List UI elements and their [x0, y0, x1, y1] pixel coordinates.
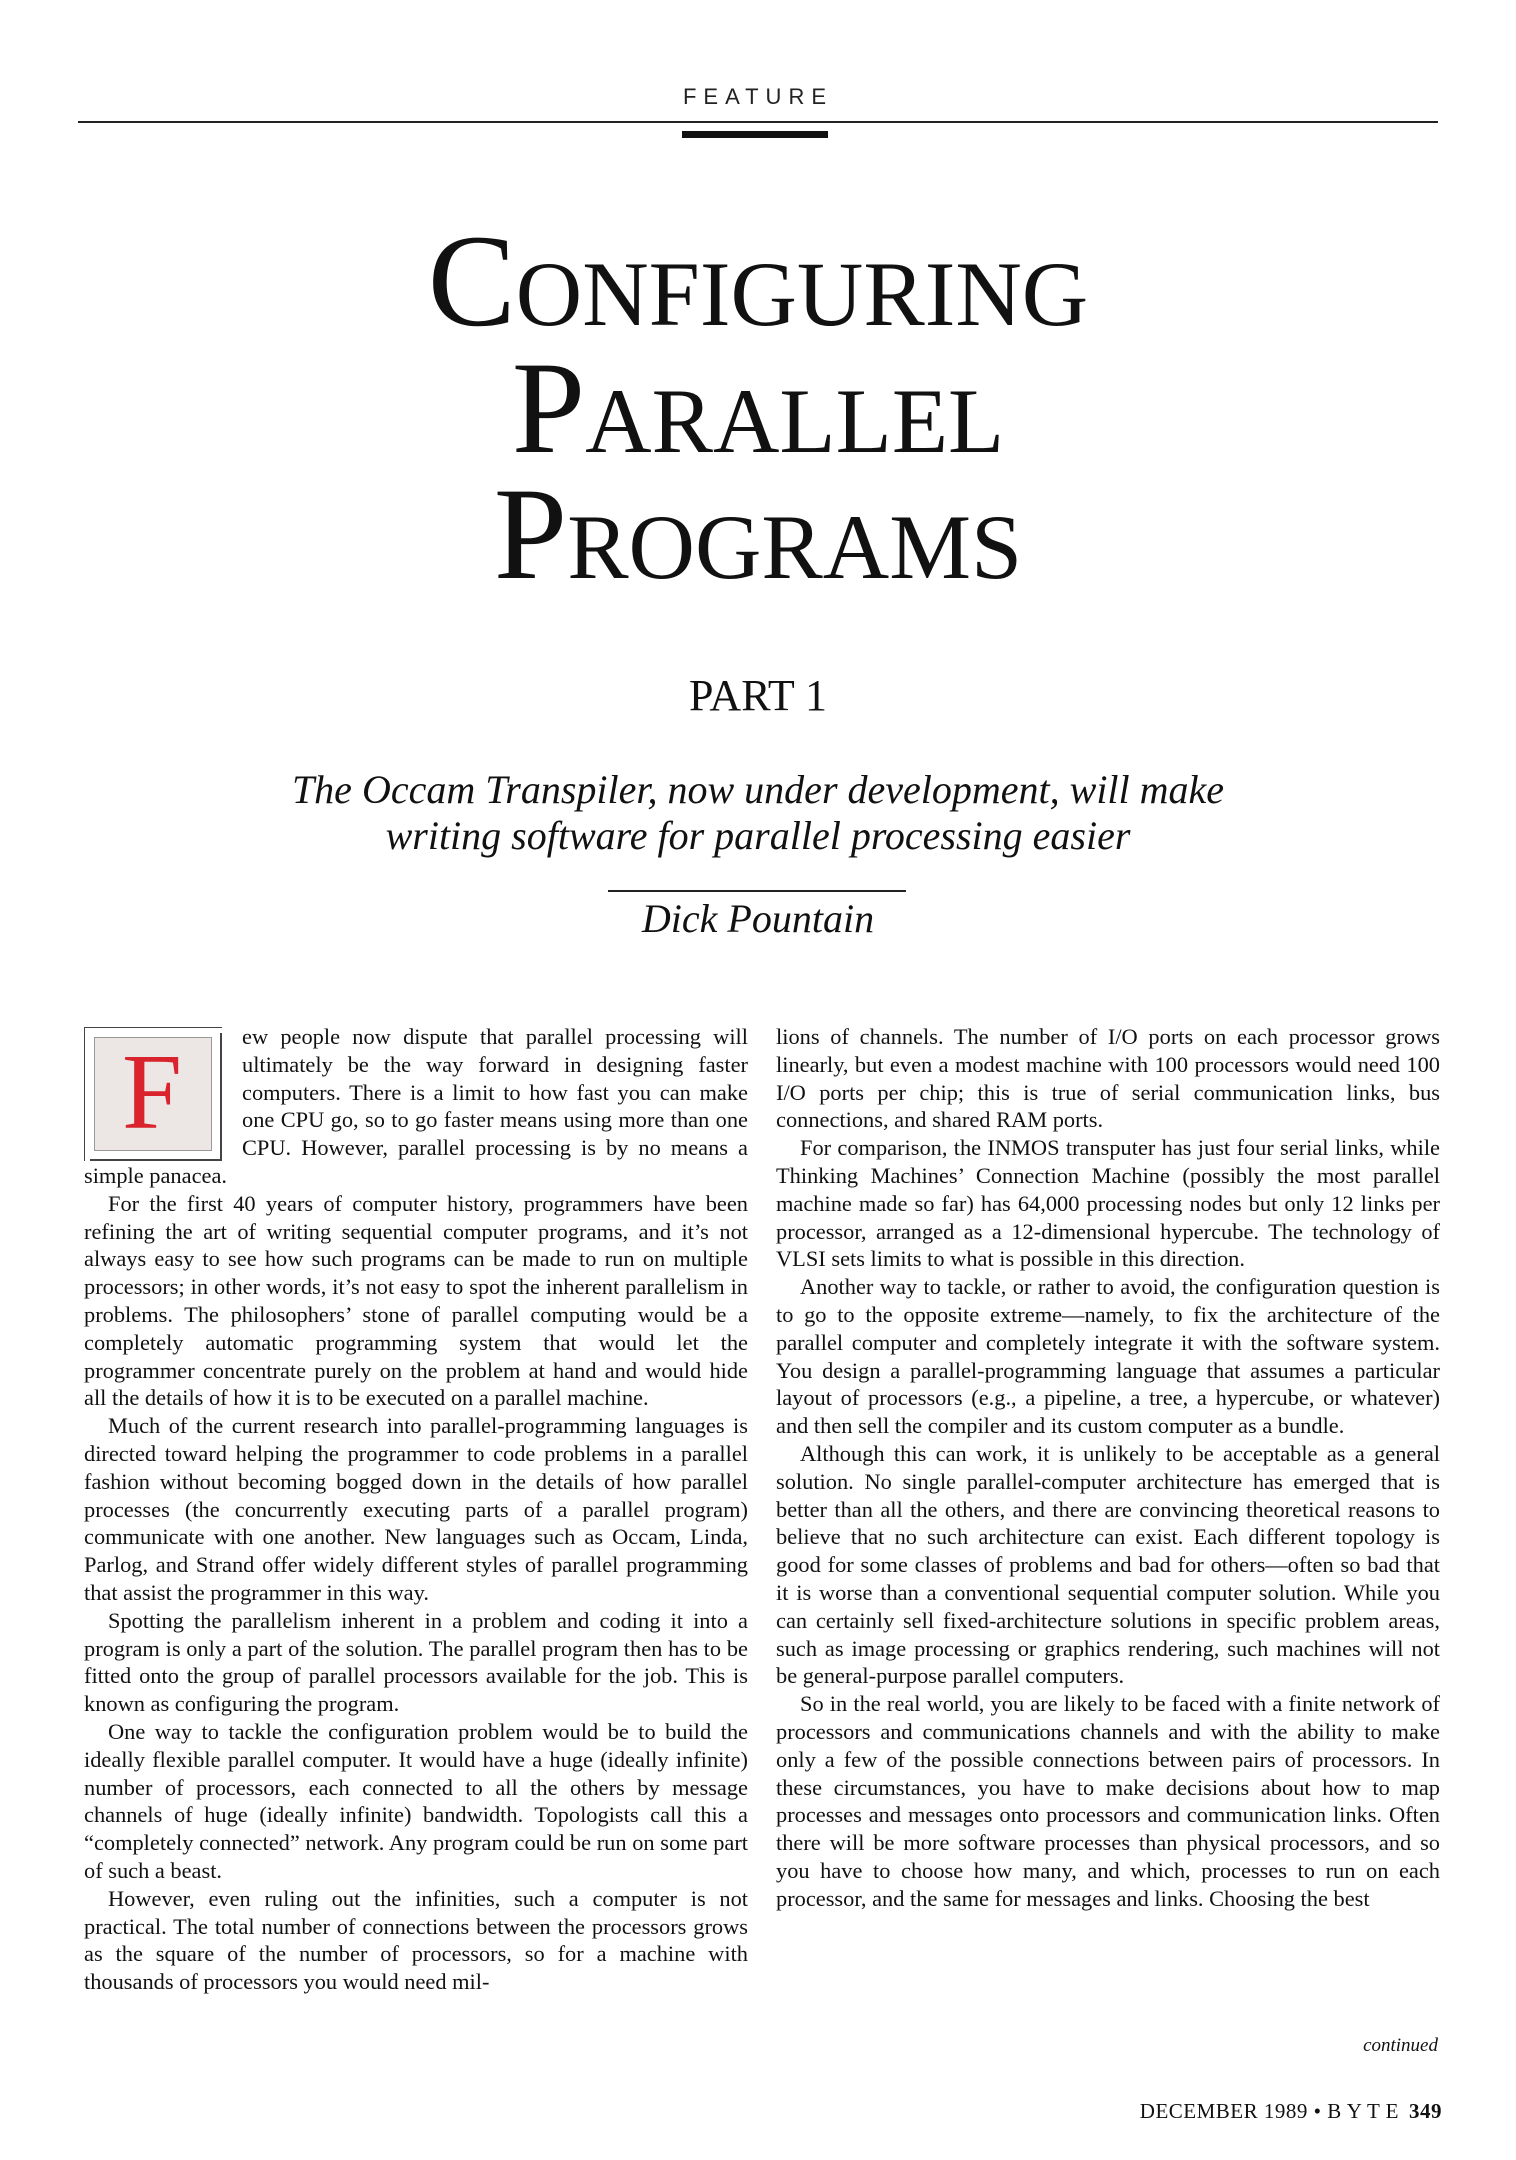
body-column-right [776, 1023, 1440, 1913]
continued-label: continued [1363, 2035, 1438, 2056]
byline: Dick Pountain [641, 896, 875, 941]
dek-line-2: writing software for parallel processing easier [385, 813, 1131, 859]
body-column-left [84, 1023, 748, 1996]
title-line-2: Parallel [511, 333, 1005, 481]
title-line-3: Programs [493, 460, 1023, 608]
paragraph: One way to tackle the configuration problem would be to build the ideally flexible parallel computer. It would have a huge (ideally infinite) number of processors, each connected to all the others by message channels of huge (ideally infinite) bandwidth. Topologists call this a “completely connected” network. Any program could be run on some part of such a beast. [84, 1718, 748, 1883]
footer-issue: DECEMBER 1989 • B Y T E [1139, 2099, 1399, 2123]
byline-rule [608, 890, 906, 892]
drop-cap-letter: F [121, 1033, 183, 1152]
section-label: FEATURE [682, 84, 834, 109]
article-title [0, 207, 1516, 608]
paragraph: Although this can work, it is unlikely to be acceptable as a general solution. No single parallel-computer architecture has emerged that is better than all the others, and there are convincing theoretical reasons to believe that no such architecture can exist. Each different topology is good for some classes of problems and bad for others—often so bad that it is worse than a conventional sequential computer solution. While you can certainly sell fixed-architecture solutions in specific problem areas, such as image processing or graphics rendering, such machines will not be general-purpose parallel computers. [776, 1440, 1440, 1689]
paragraph: ew people now dispute that parallel processing will ultimately be the way forward in designing faster computers. There is a limit to how fast you can make one CPU go, so to go faster means using more than one CPU. However, parallel processing is by no means a simple panacea. [84, 1024, 748, 1188]
dek-line-1: The Occam Transpiler, now under development, will make [291, 767, 1225, 812]
drop-cap [84, 1027, 222, 1161]
paragraph: So in the real world, you are likely to be faced with a finite network of processors and communications channels and with the ability to make only a few of the possible connections between pairs of processors. In these circumstances, you have to make decisions about how to map processes and messages onto processors and communication links. Often there will be more software processes than physical processors, and so you have to choose how many, and which, processes to run on each processor, and the same for messages and links. Choosing the best [776, 1691, 1440, 1911]
paragraph: Spotting the parallelism inherent in a problem and coding it into a program is only a part of the solution. The parallel program then has to be fitted onto the group of parallel processors available for the job. This is known as configuring the program. [84, 1607, 748, 1717]
header-rule [78, 121, 1438, 123]
page-number: 349 [1409, 2099, 1442, 2123]
title-line-1: Configuring [427, 207, 1089, 354]
article-dek [200, 767, 1316, 860]
page-footer [1100, 2099, 1442, 2124]
paragraph: Another way to tackle, or rather to avoid, the configuration question is to go to the opposite extreme—namely, to fix the architecture of the parallel computer and completely integrate it with the software system. You design a parallel-programming language that assumes a particular layout of processors (e.g., a pipeline, a tree, a hypercube, or whatever) and then sell the compiler and its custom computer as a bundle. [776, 1274, 1440, 1439]
paragraph: For comparison, the INMOS transputer has just four serial links, while Thinking Machines’ Connection Machine (possibly the most parallel machine made so far) has 64,000 processing nodes but only 12 links per processor, arranged as a 12-dimensional hypercube. The technology of VLSI sets limits to what is possible in this direction. [776, 1135, 1440, 1272]
header-accent-rule [682, 131, 828, 138]
paragraph: However, even ruling out the infinities, such a computer is not practical. The total number of connections between the processors grows as the square of the number of processors, so for a machine with thousands of processors you would need mil- [84, 1885, 748, 1995]
part-label: PART 1 [689, 671, 827, 720]
paragraph: For the first 40 years of computer history, programmers have been refining the art of writing sequential computer programs, and it’s not always easy to see how such programs can be made to run on multiple processors; in other words, it’s not easy to spot the inherent parallelism in problems. The philosophers’ stone of parallel computing would be a completely automatic programming system that would let the programmer concentrate purely on the problem at hand and would hide all the details of how it is to be executed on a parallel machine. [84, 1190, 748, 1411]
paragraph: lions of channels. The number of I/O ports on each processor grows linearly, but even a modest machine with 100 processors would need 100 I/O ports per chip; this is true of serial communication links, bus connections, and shared RAM ports. [776, 1024, 1440, 1133]
paragraph: Much of the current research into parallel-programming languages is directed toward helping the programmer to code problems in a parallel fashion without becoming bogged down in the details of how parallel processes (the concurrently executing parts of a parallel program) communicate with one another. New languages such as Occam, Linda, Parlog, and Strand offer widely different styles of parallel programming that assist the programmer in this way. [84, 1413, 748, 1605]
